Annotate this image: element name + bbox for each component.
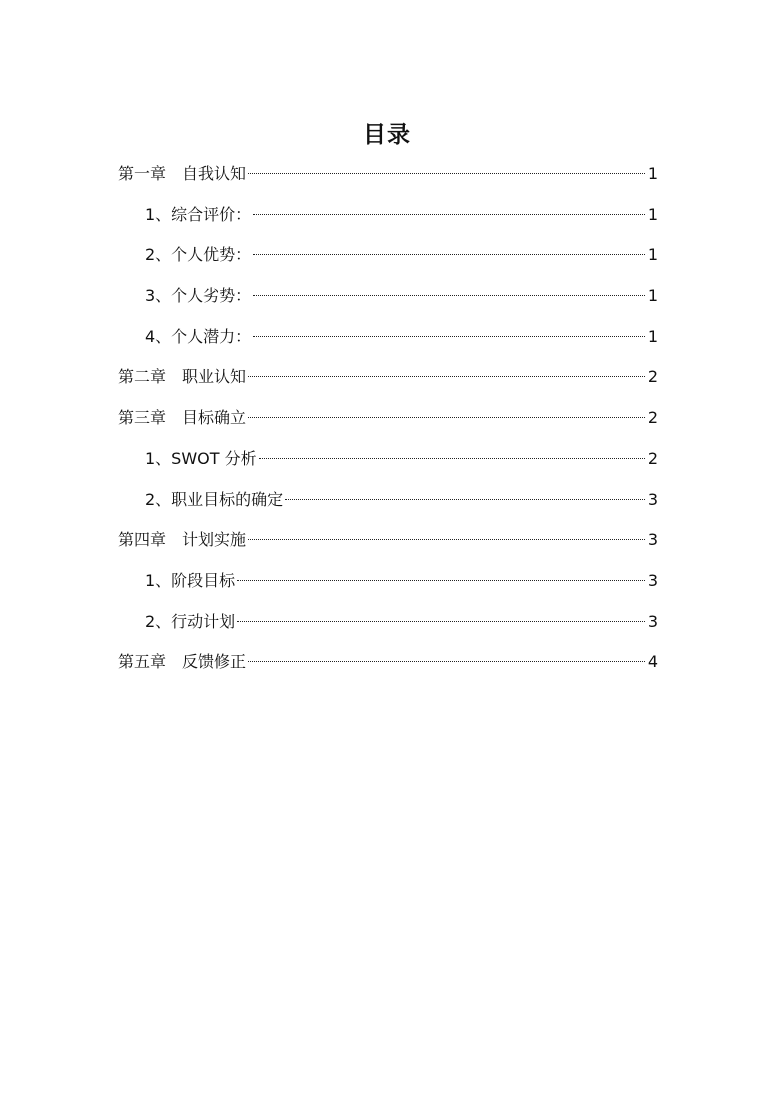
dot-leader bbox=[248, 661, 645, 662]
toc-entry-potential[interactable] bbox=[118, 323, 658, 364]
toc-entry-strengths[interactable] bbox=[118, 241, 658, 282]
toc-entry-chapter-5[interactable] bbox=[118, 648, 658, 689]
toc-entry-career-goal[interactable] bbox=[118, 486, 658, 527]
toc-entry-action-plan[interactable] bbox=[118, 608, 658, 649]
toc-entry-label: 第二章 职业认知 bbox=[118, 367, 247, 387]
dot-leader bbox=[248, 417, 645, 418]
toc-entry-label: 1、阶段目标 bbox=[145, 570, 236, 590]
toc-entry-label: 第三章 目标确立 bbox=[118, 408, 247, 428]
dot-leader bbox=[237, 621, 645, 622]
toc-entry-label: 2、个人优势： bbox=[145, 245, 252, 265]
toc-entry-label: 3、个人劣势： bbox=[145, 286, 252, 306]
toc-entry-chapter-2[interactable] bbox=[118, 363, 658, 404]
toc-entry-page-number: 2 bbox=[647, 448, 658, 468]
toc-entry-label: 第一章 自我认知 bbox=[118, 164, 247, 183]
toc-entry-label: 2、职业目标的确定 bbox=[145, 489, 284, 509]
toc-entry-label: 2、行动计划 bbox=[145, 611, 236, 631]
toc-entry-page-number: 4 bbox=[647, 652, 658, 672]
dot-leader bbox=[253, 214, 645, 215]
toc-entry-label: 1、综合评价： bbox=[145, 204, 252, 224]
dot-leader bbox=[253, 254, 645, 255]
toc-entry-page-number: 2 bbox=[647, 408, 658, 428]
toc-entry-page-number: 2 bbox=[647, 367, 658, 387]
toc-entry-page-number: 1 bbox=[647, 204, 658, 224]
dot-leader bbox=[248, 376, 645, 377]
toc-entry-chapter-3[interactable] bbox=[118, 404, 658, 445]
toc-entry-page-number: 1 bbox=[647, 326, 658, 346]
dot-leader bbox=[237, 580, 645, 581]
toc-entry-weaknesses[interactable] bbox=[118, 282, 658, 323]
dot-leader bbox=[259, 458, 645, 459]
toc-entry-stage-goals[interactable] bbox=[118, 567, 658, 608]
toc-entry-page-number: 3 bbox=[647, 489, 658, 509]
dot-leader bbox=[285, 499, 645, 500]
dot-leader bbox=[253, 336, 645, 337]
dot-leader bbox=[253, 295, 645, 296]
toc-entry-page-number: 3 bbox=[647, 570, 658, 590]
toc-title: 目录 bbox=[363, 122, 411, 148]
toc-entry-chapter-1[interactable] bbox=[118, 160, 658, 201]
toc-entry-page-number: 1 bbox=[647, 164, 658, 183]
toc-entry-page-number: 3 bbox=[647, 530, 658, 550]
toc-entry-label: 第四章 计划实施 bbox=[118, 530, 247, 550]
toc-entry-label: 第五章 反馈修正 bbox=[118, 652, 247, 672]
toc-entry-overall-evaluation[interactable] bbox=[118, 201, 658, 242]
toc-entry-swot-analysis[interactable] bbox=[118, 445, 658, 486]
table-of-contents bbox=[118, 160, 658, 689]
toc-entry-label: 4、个人潜力： bbox=[145, 326, 252, 346]
toc-entry-chapter-4[interactable] bbox=[118, 526, 658, 567]
toc-entry-page-number: 1 bbox=[647, 245, 658, 265]
toc-entry-label: 1、SWOT 分析 bbox=[145, 448, 257, 468]
toc-entry-page-number: 3 bbox=[647, 611, 658, 631]
dot-leader bbox=[248, 539, 645, 540]
dot-leader bbox=[248, 173, 645, 174]
toc-entry-page-number: 1 bbox=[647, 286, 658, 306]
